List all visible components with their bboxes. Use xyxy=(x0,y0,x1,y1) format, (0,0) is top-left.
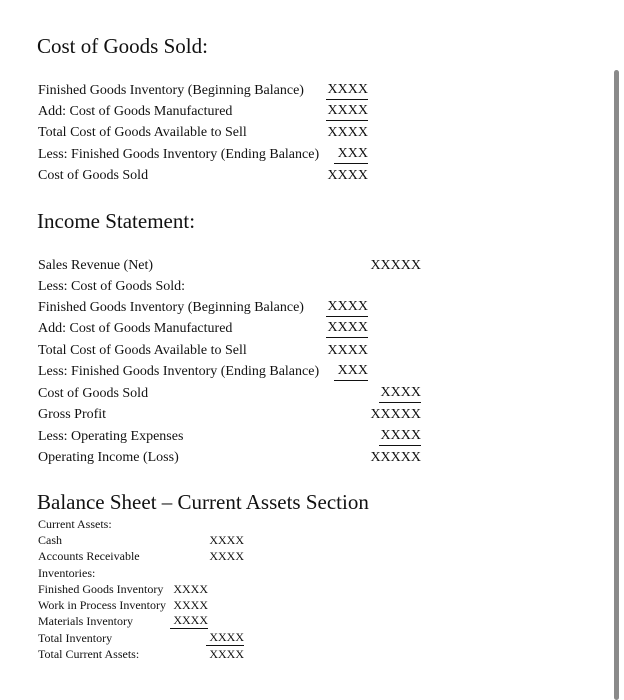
row-value: XXXX xyxy=(209,647,244,661)
income-row xyxy=(38,341,458,361)
cogs-row xyxy=(38,166,458,186)
row-label: Add: Cost of Goods Manufactured xyxy=(38,321,233,336)
row-label: Total Inventory xyxy=(38,631,113,645)
income-row xyxy=(38,277,458,297)
income-title: Income Statement: xyxy=(37,209,196,233)
row-value: XXX xyxy=(334,362,368,381)
row-value: XXXX xyxy=(326,102,368,121)
balance-row xyxy=(38,548,458,564)
balance-row xyxy=(38,532,458,548)
income-row xyxy=(38,405,458,425)
row-value: XXXX xyxy=(170,613,208,629)
balance-title: Balance Sheet – Current Assets Section xyxy=(37,490,369,514)
cogs-row xyxy=(38,81,458,101)
row-label: Operating Income (Loss) xyxy=(38,450,179,465)
row-label: Work in Process Inventory xyxy=(38,598,167,612)
row-label: Finished Goods Inventory (Beginning Balance) xyxy=(38,300,304,315)
cogs-title: Cost of Goods Sold: xyxy=(37,34,208,58)
row-label: Less: Finished Goods Inventory (Ending Balance) xyxy=(38,364,320,379)
row-value: XXXX xyxy=(379,427,421,446)
row-label: Add: Cost of Goods Manufactured xyxy=(38,104,233,119)
row-label: Current Assets: xyxy=(38,517,112,531)
row-value: XXXX xyxy=(209,549,244,563)
row-label: Cash xyxy=(38,533,62,547)
row-value: XXXX xyxy=(206,630,244,646)
balance-row xyxy=(38,630,458,646)
row-label: Less: Operating Expenses xyxy=(38,429,184,444)
cogs-row xyxy=(38,145,458,165)
balance-row xyxy=(38,565,458,581)
row-label: Cost of Goods Sold xyxy=(38,168,149,183)
row-value: XXXX xyxy=(326,81,368,100)
row-label: Sales Revenue (Net) xyxy=(38,258,154,273)
income-row xyxy=(38,427,458,447)
row-label: Total Cost of Goods Available to Sell xyxy=(38,125,247,140)
row-label: Less: Finished Goods Inventory (Ending Balance) xyxy=(38,147,320,162)
income-row xyxy=(38,362,458,382)
cogs-row xyxy=(38,123,458,143)
income-row xyxy=(38,384,458,404)
balance-row xyxy=(38,597,458,613)
row-value: XXXX xyxy=(209,533,244,547)
row-value: XXXXX xyxy=(370,407,421,422)
row-label: Total Current Assets: xyxy=(38,647,140,661)
income-row xyxy=(38,298,458,318)
row-label: Total Cost of Goods Available to Sell xyxy=(38,343,247,358)
vertical-scrollbar[interactable] xyxy=(614,70,619,700)
balance-row xyxy=(38,581,458,597)
cogs-row xyxy=(38,102,458,122)
row-value: XXXX xyxy=(326,319,368,338)
row-label: Finished Goods Inventory (Beginning Balance) xyxy=(38,83,304,98)
income-row xyxy=(38,448,458,468)
row-label: Less: Cost of Goods Sold: xyxy=(38,279,186,294)
row-value: XXXX xyxy=(327,168,368,183)
row-value: XXXX xyxy=(379,384,421,403)
income-row xyxy=(38,256,458,276)
row-label: Materials Inventory xyxy=(38,614,133,628)
row-label: Cost of Goods Sold xyxy=(38,386,149,401)
balance-row xyxy=(38,646,458,662)
balance-row xyxy=(38,516,458,532)
row-label: Inventories: xyxy=(38,566,96,580)
row-label: Finished Goods Inventory xyxy=(38,582,164,596)
row-value: XXXX xyxy=(173,582,208,596)
row-value: XXXX xyxy=(327,343,368,358)
row-value: XXX xyxy=(334,145,368,164)
row-label: Accounts Receivable xyxy=(38,549,140,563)
row-value: XXXXX xyxy=(370,450,421,465)
row-value: XXXX xyxy=(326,298,368,317)
row-value: XXXX xyxy=(327,125,368,140)
row-label: Gross Profit xyxy=(38,407,107,422)
row-value: XXXXX xyxy=(370,258,421,273)
row-value: XXXX xyxy=(173,598,208,612)
income-row xyxy=(38,319,458,339)
balance-row xyxy=(38,613,458,629)
